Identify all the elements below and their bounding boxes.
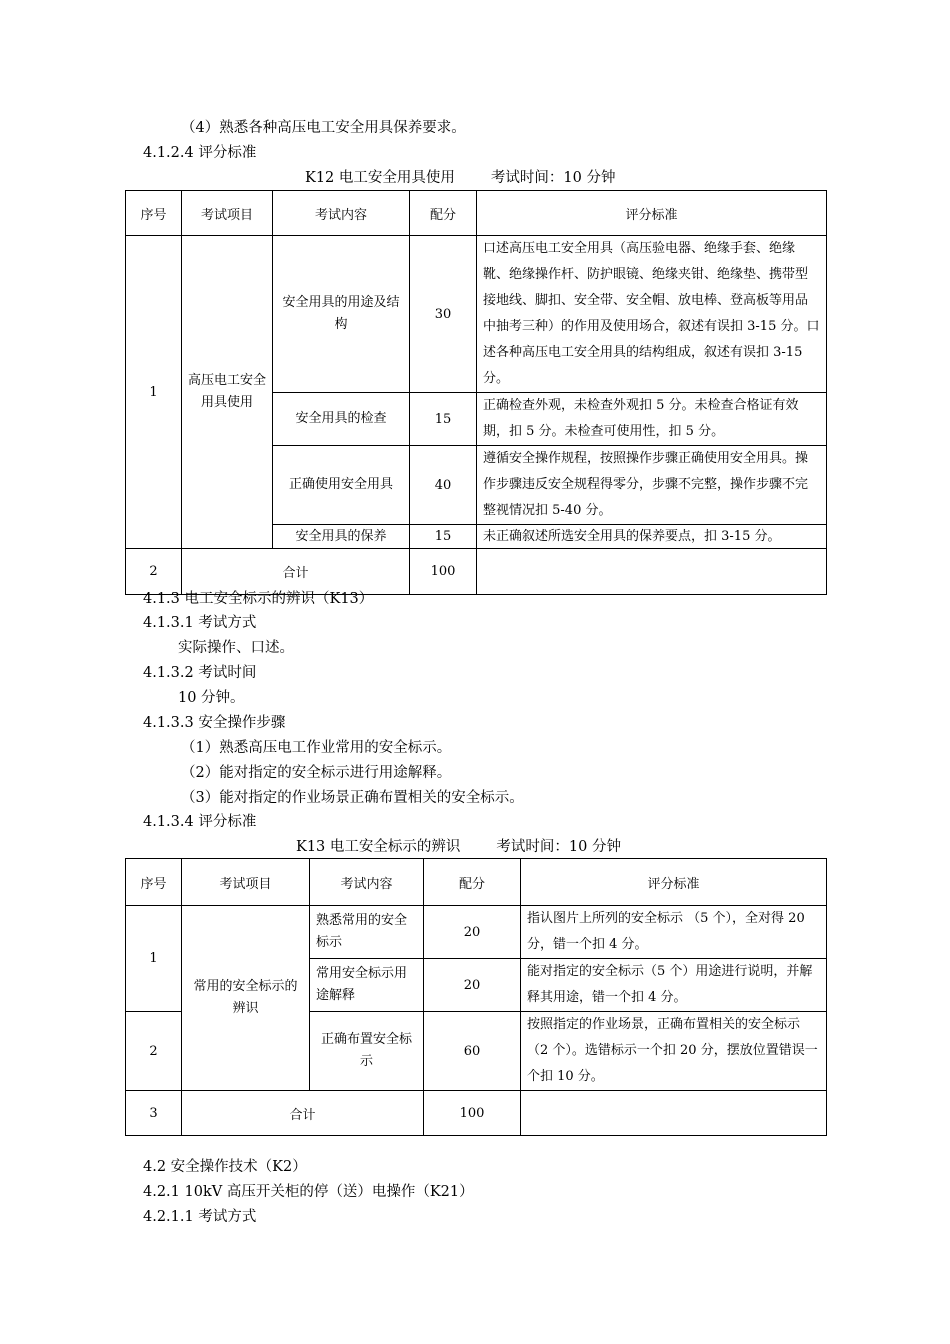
k12-content-1: 安全用具的用途及结构 [273, 236, 410, 393]
k12-content-2: 安全用具的检查 [273, 393, 410, 446]
k12-criteria-2: 正确检查外观，未检查外观扣 5 分。未检查合格证有效期，扣 5 分。未检查可使用性，扣 5 分。 [477, 393, 827, 446]
step-item-3: （3）能对指定的作业场景正确布置相关的安全标示。 [181, 790, 524, 806]
heading-4211: 4.2.1.1 考试方式 [143, 1209, 257, 1225]
k13-header-score: 配分 [424, 859, 521, 906]
step-item-2: （2）能对指定的安全标示进行用途解释。 [181, 765, 452, 781]
k12-total-score: 100 [410, 549, 477, 595]
k13-header-seq: 序号 [126, 859, 182, 906]
k13-score-1: 20 [424, 906, 521, 959]
k13-content-2: 常用安全标示用途解释 [310, 959, 424, 1012]
k12-criteria-1: 口述高压电工安全用具（高压验电器、绝缘手套、绝缘靴、绝缘操作杆、防护眼镜、绝缘夹钳、绝缘垫、携带型接地线、脚扣、安全带、安全帽、放电棒、登高板等用品中抽考三种）的作用及使用场合，叙述有误扣 3-15 分。口述各种高压电工安全用具的结构组成，叙述有误扣 3-15 分。 [477, 236, 827, 393]
k13-total-criteria [521, 1091, 827, 1136]
k13-header-criteria: 评分标准 [521, 859, 827, 906]
exam-time: 10 分钟。 [178, 690, 245, 706]
step-item-4: （4）熟悉各种高压电工安全用具保养要求。 [181, 120, 466, 136]
k12-table [125, 190, 827, 595]
k13-caption-time: 考试时间：10 分钟 [496, 839, 621, 855]
heading-4124: 4.1.2.4 评分标准 [143, 145, 257, 161]
k13-score-3: 60 [424, 1012, 521, 1091]
table-row [126, 1091, 827, 1136]
step-item-1: （1）熟悉高压电工作业常用的安全标示。 [181, 740, 452, 756]
k12-header-project: 考试项目 [182, 191, 273, 236]
heading-413: 4.1.3 电工安全标示的辨识（K13） [143, 591, 374, 607]
k12-total-seq: 2 [126, 549, 182, 595]
k12-criteria-4: 未正确叙述所选安全用具的保养要点，扣 3-15 分。 [477, 525, 827, 549]
k13-caption [296, 837, 621, 857]
k12-header-seq: 序号 [126, 191, 182, 236]
k13-header-content: 考试内容 [310, 859, 424, 906]
k12-caption-time: 考试时间：10 分钟 [490, 170, 616, 186]
k12-header-criteria: 评分标准 [477, 191, 827, 236]
heading-421: 4.2.1 10kV 高压开关柜的停（送）电操作（K21） [143, 1184, 474, 1200]
k12-header-content: 考试内容 [273, 191, 410, 236]
k12-score-4: 15 [410, 525, 477, 549]
k12-score-2: 15 [410, 393, 477, 446]
k13-content-3: 正确布置安全标示 [310, 1012, 424, 1091]
heading-4134: 4.1.3.4 评分标准 [143, 814, 257, 830]
heading-4132: 4.1.3.2 考试时间 [143, 665, 257, 681]
k12-project: 高压电工安全用具使用 [182, 236, 273, 549]
k13-total-score: 100 [424, 1091, 521, 1136]
k12-total-label: 合计 [182, 549, 410, 595]
k13-total-seq: 3 [126, 1091, 182, 1136]
k13-score-2: 20 [424, 959, 521, 1012]
k12-header-score: 配分 [410, 191, 477, 236]
k13-seq-2: 2 [126, 1012, 182, 1091]
k12-score-3: 40 [410, 446, 477, 525]
k13-caption-title: K13 电工安全标示的辨识 [296, 839, 461, 855]
k12-total-criteria [477, 549, 827, 595]
k12-content-4: 安全用具的保养 [273, 525, 410, 549]
k13-criteria-2: 能对指定的安全标示（5 个）用途进行说明，并解释其用途，错一个扣 4 分。 [521, 959, 827, 1012]
k13-total-label: 合计 [182, 1091, 424, 1136]
table-row [126, 906, 827, 959]
k12-criteria-3: 遵循安全操作规程，按照操作步骤正确使用安全用具。操作步骤违反安全规程得零分，步骤不完整，操作步骤不完整视情况扣 5-40 分。 [477, 446, 827, 525]
heading-42: 4.2 安全操作技术（K2） [143, 1159, 307, 1175]
k12-seq-1: 1 [126, 236, 182, 549]
k12-content-3: 正确使用安全用具 [273, 446, 410, 525]
k13-header-project: 考试项目 [182, 859, 310, 906]
k13-table [125, 858, 827, 1136]
k13-criteria-1: 指认图片上所列的安全标示 （5 个），全对得 20 分，错一个扣 4 分。 [521, 906, 827, 959]
table-row [126, 236, 827, 393]
k13-seq-1: 1 [126, 906, 182, 1012]
k12-caption-title: K12 电工安全用具使用 [305, 170, 455, 186]
heading-4131: 4.1.3.1 考试方式 [143, 615, 257, 631]
exam-method: 实际操作、口述。 [178, 640, 294, 656]
k12-score-1: 30 [410, 236, 477, 393]
k13-project: 常用的安全标示的辨识 [182, 906, 310, 1091]
k12-caption [305, 168, 615, 188]
k13-criteria-3: 按照指定的作业场景，正确布置相关的安全标示（2 个）。选错标示一个扣 20 分，摆放位置错误一个扣 10 分。 [521, 1012, 827, 1091]
heading-4133: 4.1.3.3 安全操作步骤 [143, 715, 286, 731]
table-row [126, 549, 827, 595]
k13-content-1: 熟悉常用的安全标示 [310, 906, 424, 959]
